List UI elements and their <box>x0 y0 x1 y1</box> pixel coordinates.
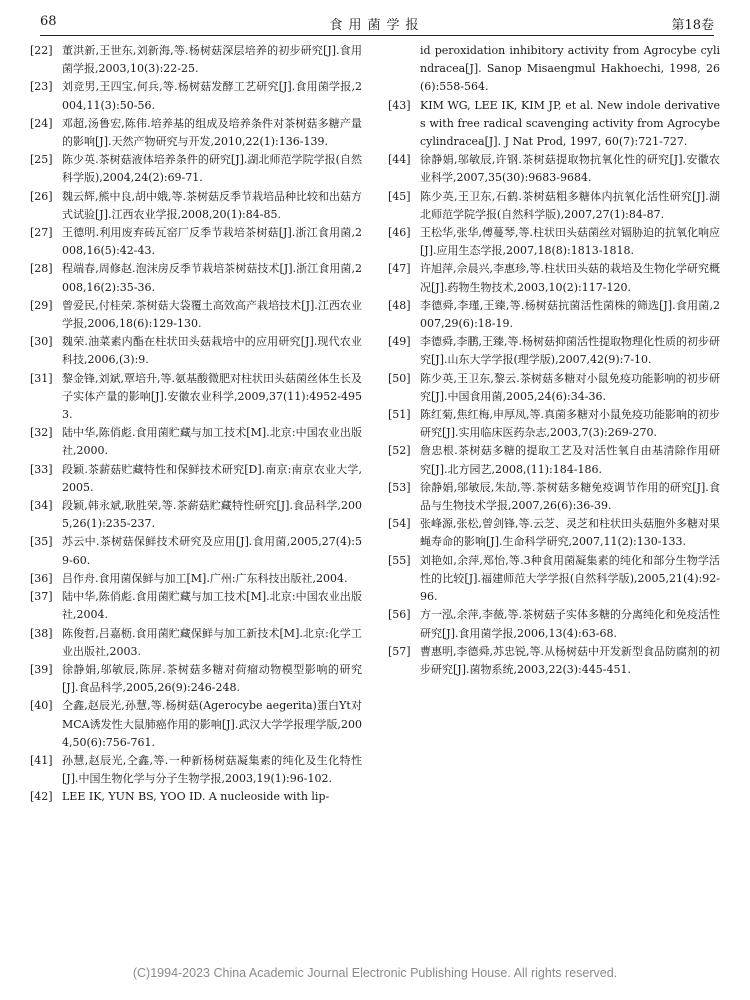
reference-text: 李德舜,李鹏,王臻,等.杨树菇抑菌活性提取物理化性质的初步研究[J].山东大学学报(理学版),2007,42(9):7-10. <box>420 335 720 367</box>
reference-text: 曹惠明,李德舜,苏忠锐,等.从杨树菇中开发新型食品防腐剂的初步研究[J].菌物系统,2003,22(3):445-451. <box>420 644 720 676</box>
reference-text: LEE IK, YUN BS, YOO ID. A nucleoside with lip- <box>62 790 330 804</box>
reference-number: [34] <box>30 499 53 513</box>
reference-text: 曾爱民,付桂荣.茶树菇大袋覆土高效高产栽培技术[J].江西农业学报,2006,18(6):129-130. <box>62 298 362 331</box>
reference-text: 黎金锋,刘斌,覃培升,等.氨基酸微肥对柱状田头菇菌丝体生长及子实体产量的影响[J].安徽农业科学,2009,37(11):4952-4953. <box>62 371 362 422</box>
reference-text: 仝鑫,赵辰光,孙慧,等.杨树菇(Agerocybe aegerita)蛋白Yt对MCA诱发性大鼠肺癌作用的影响[J].武汉大学学报理学版,2004,50(6):756-761. <box>62 699 362 749</box>
reference-entry <box>388 333 720 369</box>
reference-number: [28] <box>30 262 53 276</box>
reference-entry <box>388 515 720 551</box>
reference-number: [48] <box>388 298 411 312</box>
reference-number: [37] <box>30 590 53 604</box>
reference-entry <box>30 533 362 569</box>
reference-number: [32] <box>30 426 53 440</box>
reference-entry <box>388 224 720 260</box>
reference-number: [46] <box>388 226 411 240</box>
reference-text: 陈少英,王卫东,黎云.茶树菇多糖对小鼠免疫功能影响的初步研究[J].中国食用菌,2005,24(6):34-36. <box>420 371 720 403</box>
reference-number: [27] <box>30 226 53 240</box>
reference-number: [40] <box>30 699 53 713</box>
reference-entry <box>30 697 362 752</box>
reference-number: [54] <box>388 517 411 531</box>
reference-entry <box>388 479 720 515</box>
reference-entry <box>30 115 362 151</box>
reference-text: 陈红菊,焦红梅,申厚凤,等.真菌多糖对小鼠免疫功能影响的初步研究[J].实用临床医药杂志,2003,7(3):269-270. <box>420 408 720 440</box>
reference-number: [29] <box>30 298 53 312</box>
reference-number: [35] <box>30 535 53 549</box>
reference-entry <box>30 424 362 460</box>
copyright-footer: (C)1994-2023 China Academic Journal Electronic Publishing House. All rights reserved. <box>132 966 618 980</box>
reference-number: [56] <box>388 608 411 622</box>
reference-text: 魏荣.油菜素内酯在柱状田头菇栽培中的应用研究[J].现代农业科技,2006,(3):9. <box>62 335 362 367</box>
page-header <box>40 14 714 34</box>
page-number: 68 <box>40 14 57 29</box>
reference-text: 徐静娟,邬敏辰,陈屏.茶树菇多糖对荷瘤动物模型影响的研究[J].食品科学,2005,26(9):246-248. <box>62 662 362 695</box>
reference-entry <box>30 78 362 114</box>
reference-text: 陈少英.茶树菇液体培养条件的研究[J].湖北师范学院学报(自然科学版),2004,24(2):69-71. <box>62 153 362 185</box>
reference-number: [43] <box>388 98 411 112</box>
reference-number: [30] <box>30 335 53 349</box>
reference-text: 魏云辉,熊中良,胡中娥,等.茶树菇反季节栽培品种比较和出菇方式试验[J].江西农业学报,2008,20(1):84-85. <box>62 189 362 221</box>
reference-text: 邓超,汤鲁宏,陈伟.培养基的组成及培养条件对茶树菇多糖产量的影响[J].天然产物研究与开发,2010,22(1):136-139. <box>62 116 362 149</box>
reference-number: [47] <box>388 262 411 276</box>
reference-text: 许旭萍,佘晨兴,李惠珍,等.柱状田头菇的栽培及生物化学研究概况[J].药物生物技术,2003,10(2):117-120. <box>420 262 720 294</box>
reference-number: [23] <box>30 80 53 94</box>
reference-text: 刘艳如,余萍,郑怡,等.3种食用菌凝集素的纯化和部分生物学活性的比较[J].福建师范大学学报(自然科学版),2005,21(4):92-96. <box>420 553 720 604</box>
reference-number: [52] <box>388 444 411 458</box>
reference-entry <box>30 461 362 497</box>
reference-entry <box>30 151 362 187</box>
reference-entry <box>388 151 720 187</box>
reference-number: [57] <box>388 644 411 658</box>
reference-number: [49] <box>388 335 411 349</box>
reference-entry <box>30 224 362 260</box>
reference-text: 陈少英,王卫东,石鹤.茶树菇粗多糖体内抗氧化活性研究[J].湖北师范学院学报(自然科学版),2007,27(1):84-87. <box>420 189 720 221</box>
reference-number: [55] <box>388 553 411 567</box>
reference-entry <box>30 752 362 788</box>
reference-number: [45] <box>388 189 411 203</box>
reference-entry <box>30 188 362 224</box>
reference-entry <box>388 370 720 406</box>
reference-entry <box>388 552 720 607</box>
reference-entry <box>30 297 362 333</box>
reference-text: 徐静娟,邬敏辰,朱劼,等.茶树菇多糖免疫调节作用的研究[J].食品与生物技术学报,2007,26(6):36-39. <box>420 480 720 513</box>
reference-entry <box>30 588 362 624</box>
reference-entry <box>30 42 362 78</box>
reference-text: 孙慧,赵辰光,仝鑫,等.一种新杨树菇凝集素的纯化及生化特性[J].中国生物化学与分子生物学报,2003,19(1):96-102. <box>62 753 362 786</box>
reference-entry <box>388 643 720 679</box>
reference-number: [33] <box>30 462 53 476</box>
reference-text: 方一泓,余萍,李薇,等.茶树菇子实体多糖的分离纯化和免疫活性研究[J].食用菌学报,2006,13(4):63-68. <box>420 608 720 640</box>
header-rule <box>40 35 714 36</box>
reference-text: 段颖.茶薪菇贮藏特性和保鲜技术研究[D].南京:南京农业大学,2005. <box>62 462 362 494</box>
reference-entry <box>30 260 362 296</box>
reference-text: 陆中华,陈俏彪.食用菌贮藏与加工技术[M].北京:中国农业出版社,2000. <box>62 426 362 458</box>
reference-continuation: id peroxidation inhibitory activity from Agrocybe cylindracea[J]. Sanop Misaengmul Hakhoechi, 1998, 26(6):558-564. <box>420 44 720 94</box>
reference-number: [24] <box>30 116 53 130</box>
reference-entry <box>30 788 362 806</box>
reference-number: [53] <box>388 480 411 494</box>
reference-number: [31] <box>30 371 53 385</box>
reference-entry <box>388 606 720 642</box>
reference-text: 王德明.利用废弃砖瓦窑厂反季节栽培茶树菇[J].浙江食用菌,2008,16(5):42-43. <box>62 226 362 258</box>
reference-number: [51] <box>388 408 411 422</box>
reference-entry <box>388 406 720 442</box>
reference-number: [26] <box>30 189 53 203</box>
reference-text: 陆中华,陈俏彪.食用菌贮藏与加工技术[M].北京:中国农业出版社,2004. <box>62 590 362 622</box>
reference-text: KIM WG, LEE IK, KIM JP, et al. New indole derivatives with free radical scavenging activity from Agrocybe cylindracea[J]. J Nat Prod, 1997, 60(7):721-727. <box>420 98 720 149</box>
reference-text: 詹忠根.茶树菇多糖的提取工艺及对活性氧自由基清除作用研究[J].北方园艺,2008,(11):184-186. <box>420 444 720 476</box>
reference-text: 刘竞男,王四宝,何兵,等.杨树菇发酵工艺研究[J].食用菌学报,2004,11(3):50-56. <box>62 80 362 112</box>
reference-number: [22] <box>30 44 53 57</box>
references-right-column <box>388 42 720 679</box>
reference-entry <box>388 188 720 224</box>
reference-entry <box>30 370 362 425</box>
reference-entry <box>30 625 362 661</box>
reference-text: 吕作舟.食用菌保鲜与加工[M].广州:广东科技出版社,2004. <box>62 571 348 585</box>
reference-text: 陈俊哲,吕嘉枥.食用菌贮藏保鲜与加工新技术[M].北京:化学工业出版社,2003. <box>62 626 362 658</box>
reference-text: 张峰源,张松,曾剑锋,等.云芝、灵芝和柱状田头菇胞外多糖对果蝇寿命的影响[J].生命科学研究,2007,11(2):130-133. <box>420 517 720 549</box>
reference-number: [39] <box>30 662 53 676</box>
reference-entry <box>388 260 720 296</box>
reference-text: 苏云中.茶树菇保鲜技术研究及应用[J].食用菌,2005,27(4):59-60. <box>62 535 362 567</box>
reference-entry <box>388 297 720 333</box>
reference-entry <box>30 661 362 697</box>
reference-text: 董洪新,王世东,刘新海,等.杨树菇深层培养的初步研究[J].食用菌学报,2003,10(3):22-25. <box>62 44 362 76</box>
reference-number: [42] <box>30 790 53 804</box>
reference-number: [41] <box>30 753 53 767</box>
reference-entry <box>388 442 720 478</box>
reference-text: 李德舜,李瑾,王臻,等.杨树菇抗菌活性菌株的筛选[J].食用菌,2007,29(6):18-19. <box>420 298 720 331</box>
reference-entry <box>30 333 362 369</box>
reference-entry <box>30 570 362 588</box>
references-left-column <box>30 42 362 807</box>
reference-text: 段颖,韩永斌,耿胜荣,等.茶薪菇贮藏特性研究[J].食品科学,2005,26(1):235-237. <box>62 499 362 531</box>
reference-number: [25] <box>30 153 53 167</box>
journal-title: 食用菌学报 <box>329 18 425 33</box>
reference-entry <box>30 497 362 533</box>
reference-number: [36] <box>30 571 53 585</box>
reference-number: [44] <box>388 153 411 167</box>
reference-entry <box>388 97 720 152</box>
reference-number: [38] <box>30 626 53 640</box>
reference-text: 程端春,周修赵.泡沫房反季节栽培茶树菇技术[J].浙江食用菌,2008,16(2):35-36. <box>62 262 362 294</box>
reference-number: [50] <box>388 371 411 385</box>
volume-label: 第18卷 <box>671 18 714 33</box>
reference-text: 王松华,张华,傅蔓琴,等.柱状田头菇菌丝对镉胁迫的抗氧化响应[J].应用生态学报,2007,18(8):1813-1818. <box>420 226 720 258</box>
reference-text: 徐静娟,邬敏辰,许钢.茶树菇提取物抗氧化性的研究[J].安徽农业科学,2007,35(30):9683-9684. <box>420 153 720 185</box>
